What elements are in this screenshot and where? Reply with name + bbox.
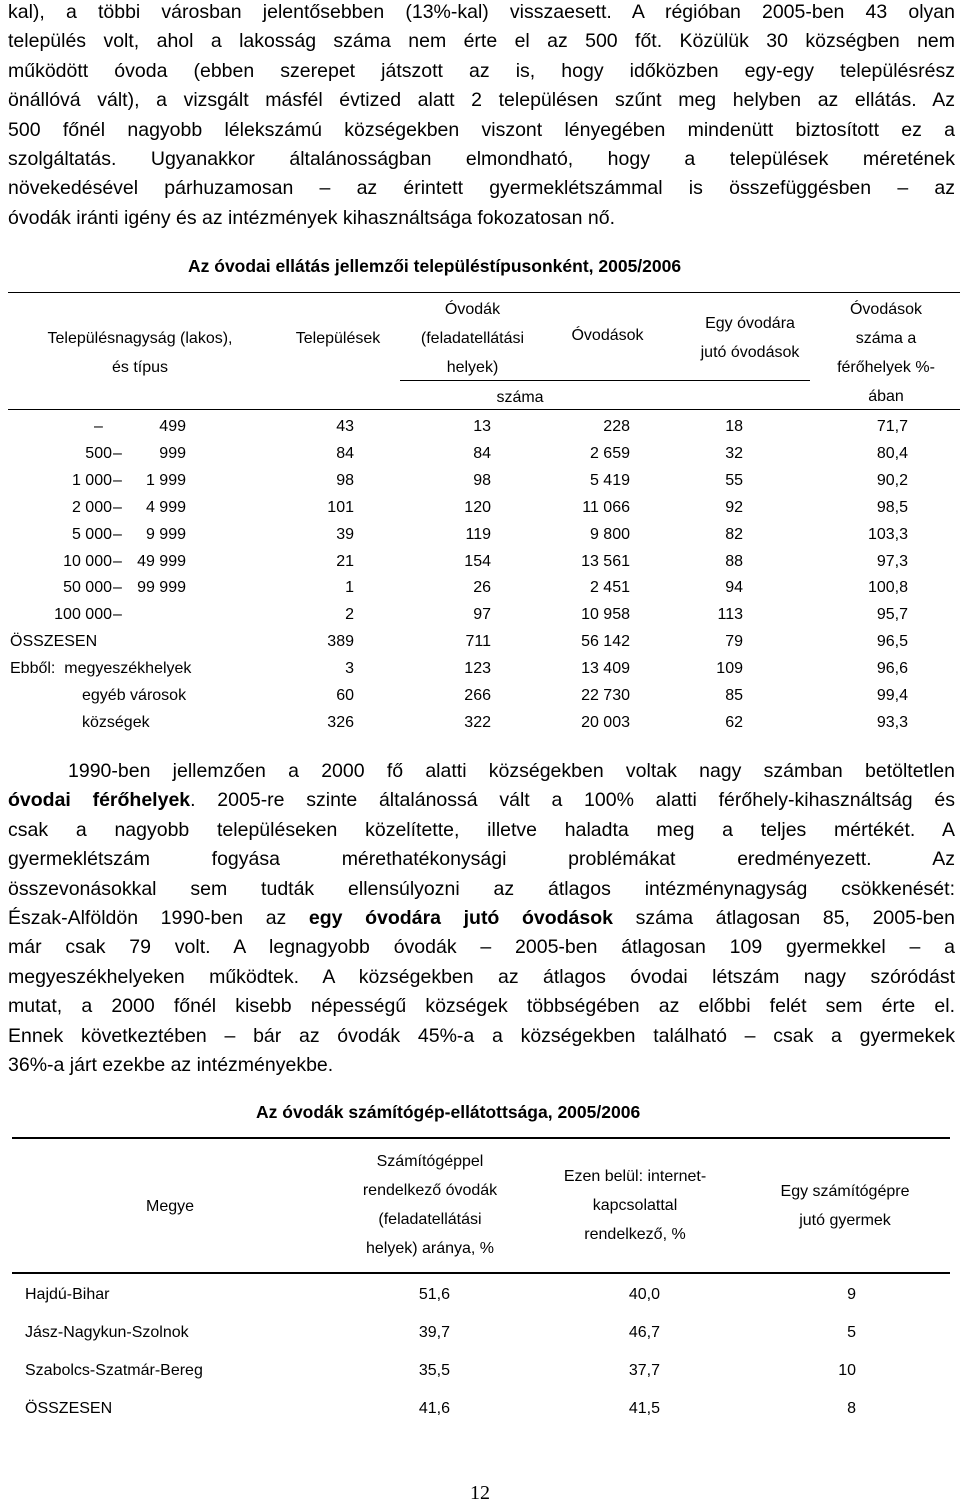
range-dash: – [94,418,103,435]
range-dash: – [113,579,122,597]
cell-ovodasok: 9 800 [589,525,630,543]
cell-ovodasok: 2 451 [589,579,630,597]
cell-ovodasok: 10 958 [581,606,630,624]
cell-egy-ovodara: 18 [725,418,743,435]
text-line: önállóvá vált), a vizsgált másfél évtized alatt 2 településen szűnt meg helyben az ellátás. Az [8,89,955,112]
text-line: már csak 79 volt. A legnagyobb óvodák – 2005-ben átlagosan 109 gyermekkel – a [8,936,955,959]
text-line: 500 főnél nagyobb lélekszámú községekben viszont lényegében mindenütt biztosított ez a [8,118,955,141]
cell-ovodak: 120 [464,498,491,516]
cell-telepulesek: 21 [336,552,354,570]
text-line: szolgáltatás. Ugyanakkor általánosságban elmondható, hogy a települések méretének [8,148,955,171]
text-line: csak a nagyobb településeken közelítette, illetve haladta meg a teljes mértékét. A [8,818,955,841]
table2-top-rule [12,1137,950,1139]
header-line: Számítógéppel [376,1153,484,1170]
cell-egy-ovodara: 79 [725,633,743,651]
header-line: férőhelyek %- [837,359,935,376]
range-to: 9 999 [145,525,186,543]
range-dash: – [113,471,122,489]
header-szama: száma [496,389,544,406]
header-line: kapcsolattal [592,1197,678,1214]
cell-ferohely-arany: 95,7 [876,606,908,624]
header-egy-szamitogepre [745,1177,945,1235]
cell-ovodasok: 13 561 [581,552,630,570]
table2-header-rule [12,1272,950,1274]
row-label: egyéb városok [82,687,187,704]
text-line: mutat, a 2000 főnél kisebb népességű községek többségében az előbbi felét sem érte el. [8,995,955,1018]
range-dash: – [113,606,122,624]
row-megye: Jász-Nagykun-Szolnok [25,1324,189,1341]
header-line: Ezen belül: internet- [563,1168,707,1185]
cell-egy-ovodara: 55 [725,471,743,489]
header-line: Egy óvodára [705,315,795,332]
text-line [8,786,955,815]
cell-ovodasok: 11 066 [582,498,630,516]
range-to: 1 999 [145,471,186,489]
range-from: 5 000 [71,525,112,543]
cell-egy-ovodara: 32 [725,444,743,462]
range-from: 50 000 [63,579,112,597]
cell-internet-arany: 46,7 [628,1324,660,1341]
header-internet [535,1162,735,1249]
cell-egy-ovodara: 113 [717,606,743,624]
header-line: száma a [855,330,917,347]
cell-egy-ovodara: 82 [725,525,743,543]
cell-internet-arany: 37,7 [628,1362,660,1379]
cell-telepulesek: 39 [336,525,354,543]
cell-ferohely-arany: 96,5 [876,633,908,651]
cell-ferohely-arany: 93,3 [876,713,908,731]
cell-telepulesek: 60 [336,687,354,704]
header-line: (feladatellátási [420,330,525,347]
text-line [8,904,955,933]
text-line: működött óvoda (ebben szerepet játszott az is, hogy időközben egy-egy településrész [8,59,955,82]
middle-paragraph [8,757,955,1080]
cell-ferohely-arany: 90,2 [876,471,908,489]
cell-ovodasok: 20 003 [581,713,630,731]
header-line: és típus [111,359,169,376]
cell-ovodak: 322 [464,713,491,731]
cell-ovodak: 13 [473,418,491,435]
cell-internet-arany: 41,5 [628,1400,660,1417]
table1-top-rule [8,292,960,293]
row-label: községek [82,713,150,731]
table1-title: Az óvodai ellátás jellemzői településtípusonként, 2005/2006 [188,256,682,276]
cell-ferohely-arany: 80,4 [876,444,908,462]
cell-ovodasok: 22 730 [581,687,630,704]
cell-telepulesek: 1 [345,579,354,597]
header-line: Települések [295,330,381,347]
header-line: jutó óvodások [700,344,800,361]
intro-paragraph [8,0,955,233]
cell-ovodak: 154 [464,552,491,570]
range-to: 99 999 [137,579,186,597]
bold-term: egy óvodára jutó óvodások [308,907,613,930]
cell-egy-ovodara: 94 [725,579,743,597]
cell-ferohely-arany: 98,5 [876,498,908,516]
header-ferohely-arany [812,295,960,411]
range-dash: – [113,498,122,516]
cell-ferohely-arany: 71,7 [876,418,908,435]
cell-egy-ovodara: 109 [716,660,743,678]
text-span: . 2005-re szinte általánossá vált a 100% alatti férőhely-kihasználtság és [190,789,955,812]
cell-telepulesek: 389 [327,633,354,651]
cell-ferohely-arany: 97,3 [876,552,908,570]
cell-telepulesek: 98 [336,471,354,489]
cell-ovodak: 119 [465,525,491,543]
range-from: 100 000 [54,606,112,624]
cell-ovodasok: 2 659 [589,444,630,462]
header-line: Óvodások [571,327,644,344]
cell-telepulesek: 101 [327,498,354,516]
header-line: rendelkező óvodák [362,1182,498,1199]
cell-ovodak: 711 [465,633,491,651]
range-to: 999 [159,444,186,462]
cell-internet-arany: 40,0 [628,1286,660,1303]
cell-telepulesek: 326 [327,713,354,731]
text-line: 1990-ben jellemzően a 2000 fő alatti községekben voltak nagy számban betöltetlen [68,760,955,782]
cell-telepulesek: 43 [336,418,354,435]
range-to: 4 999 [145,498,186,516]
range-from: 1 000 [71,471,112,489]
row-megye: ÖSSZESEN [25,1400,113,1417]
cell-gyermek-per-gep: 5 [847,1324,856,1341]
text-line: összevonásokkal sem tudták ellensúlyozni az átlagos intézménynagyság csökkenését: [8,877,955,900]
text-line: 36%-a járt ezekbe az intézményekbe. [8,1054,334,1077]
header-line: Óvodások [849,301,923,318]
cell-gyermek-per-gep: 9 [847,1286,856,1303]
cell-ovodasok: 228 [603,418,630,435]
header-line: (feladatellátási [378,1211,482,1228]
header-line: helyek) [446,359,499,376]
header-telepulesnagysag [20,324,260,382]
header-line: Óvodák [444,301,501,318]
row-megye: Hajdú-Bihar [25,1286,110,1303]
cell-ovodak: 98 [473,471,491,489]
cell-egy-ovodara: 92 [725,498,743,516]
range-from: 2 000 [71,498,112,516]
cell-gyermek-per-gep: 8 [847,1400,856,1417]
cell-ovodak: 84 [473,444,491,462]
text-span: száma átlagosan 85, 2005-ben [613,907,955,930]
text-span: Észak-Alföldön 1990-ben az [8,907,309,930]
cell-szamitogep-arany: 41,6 [418,1400,450,1417]
header-szamitogeppel [330,1147,530,1263]
cell-ferohely-arany: 99,4 [876,687,908,704]
cell-ferohely-arany: 103,3 [867,525,908,543]
header-telepulesek [278,324,398,353]
row-megye: Szabolcs-Szatmár-Bereg [25,1362,203,1379]
text-line: kal), a többi városban jelentősebben (13%-kal) visszaesett. A régióban 2005-ben 43 olyan [8,1,955,23]
cell-egy-ovodara: 62 [725,713,743,731]
range-from: 10 000 [63,552,112,570]
page-number: 12 [470,1482,490,1504]
cell-telepulesek: 3 [345,660,354,678]
header-line: jutó gyermek [799,1212,891,1229]
header-line: helyek) aránya, % [365,1240,495,1257]
cell-telepulesek: 84 [336,444,354,462]
cell-ferohely-arany: 96,6 [876,660,908,678]
table2-title: Az óvodák számítógép-ellátottsága, 2005/2006 [256,1102,641,1122]
cell-ovodasok: 5 419 [589,471,630,489]
cell-egy-ovodara: 85 [725,687,743,704]
cell-szamitogep-arany: 39,7 [418,1324,450,1341]
bold-term: óvodai férőhelyek [8,789,191,812]
range-dash: – [113,444,122,462]
cell-szamitogep-arany: 35,5 [418,1362,450,1379]
cell-ovodasok: 56 142 [581,633,630,651]
row-label: ÖSSZESEN [10,633,98,651]
header-megye: Megye [145,1198,195,1215]
cell-ovodak: 123 [464,660,491,678]
header-line: Településnagyság (lakos), [47,330,233,347]
text-line: Ennek következtében – bár az óvodák 45%-a a községekben található – csak a gyermekek [8,1024,955,1047]
cell-ovodasok: 13 409 [581,660,630,678]
cell-szamitogep-arany: 51,6 [418,1286,450,1303]
text-line: óvodák iránti igény és az intézmények kihasználtsága fokozatosan nő. [8,206,616,229]
header-ovodak [400,295,545,382]
text-line: gyermeklétszám fogyása mérethatékonysági problémákat eredményezett. Az [8,848,955,871]
header-line: ában [868,388,904,405]
header-line: rendelkező, % [584,1226,686,1243]
range-dash: – [113,525,122,543]
range-to: 49 999 [137,552,186,570]
header-line: Egy számítógépre [780,1183,910,1200]
cell-ovodak: 266 [464,687,491,704]
header-ovodasok [550,321,665,350]
cell-ovodak: 97 [473,606,491,624]
range-to: 499 [159,418,186,435]
text-line: növekedésével párhuzamosan – az érintett gyermeklétszámmal is összefüggésben – az [8,177,955,200]
range-from: 500 [85,444,112,462]
header-egy-ovodara [670,309,830,367]
row-label: Ebből: megyeszékhelyek [10,660,192,678]
range-dash: – [113,552,122,570]
text-line: megyeszékhelyeken működtek. A községekben az átlagos óvodai létszám nagy szóródást [8,965,955,988]
cell-ferohely-arany: 100,8 [867,579,908,597]
cell-gyermek-per-gep: 10 [838,1362,856,1379]
cell-ovodak: 26 [473,579,491,597]
cell-egy-ovodara: 88 [725,552,743,570]
cell-telepulesek: 2 [345,606,354,624]
text-line: település volt, ahol a lakosság száma nem érte el az 500 főt. Közülük 30 községben nem [8,30,955,53]
